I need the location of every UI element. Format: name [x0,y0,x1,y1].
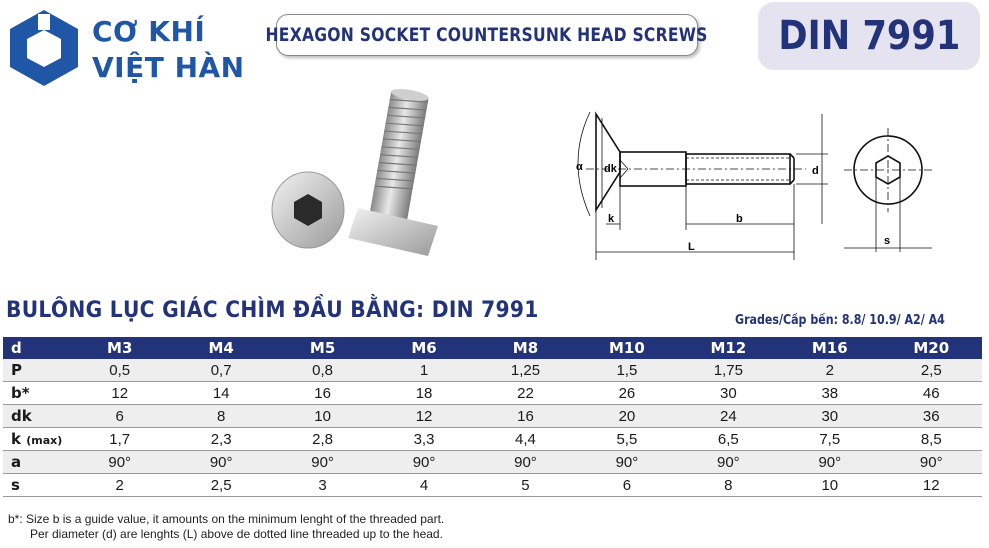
table-row [3,382,982,405]
header-size: M4 [170,337,271,359]
table-cell: 90° [576,451,677,474]
standard-label: DIN 7991 [777,13,960,59]
screw-photo [268,88,468,264]
table-row [3,451,982,474]
table-cell: 90° [69,451,170,474]
table-cell: 1,5 [576,359,677,382]
table-cell: 6 [576,474,677,497]
b-label: b [736,213,743,225]
header-size: M12 [678,337,779,359]
table-cell: 90° [170,451,271,474]
header-size: M3 [69,337,170,359]
footnote-line-1: b*: Size b is a guide value, it amounts on the minimum lenght of the threaded part. [8,512,445,526]
side-view-drawing [556,100,828,266]
header-size: M8 [475,337,576,359]
header-label: d [3,337,69,359]
table-cell: 14 [170,382,271,405]
L-label: L [688,241,695,253]
header-size: M16 [779,337,880,359]
table-cell: 36 [881,405,983,428]
product-title: HEXAGON SOCKET COUNTERSUNK HEAD SCREWS [265,24,709,46]
alpha-label: α [576,161,583,173]
table-cell: 1,25 [475,359,576,382]
table-cell: 6 [69,405,170,428]
table-cell: 90° [475,451,576,474]
table-cell: 1,75 [678,359,779,382]
brand-line-1: CƠ KHÍ [92,15,206,48]
table-cell: 90° [779,451,880,474]
table-cell: 2,5 [881,359,983,382]
table-cell: 7,5 [779,428,880,451]
table-cell: 3,3 [373,428,474,451]
table-cell: 90° [678,451,779,474]
table-row [3,474,982,497]
brand-name [92,14,245,86]
row-label: dk [3,405,69,428]
table-cell: 2 [69,474,170,497]
row-label: s [3,474,69,497]
table-cell: 10 [779,474,880,497]
row-label: k (max) [3,428,69,451]
dk-label: dk [604,163,617,175]
header-size: M20 [881,337,983,359]
table-cell: 6,5 [678,428,779,451]
table-cell: 2,8 [272,428,373,451]
footnote-line-2: Per diameter (d) are lenghts (L) above de dotted line threaded up to the head. [30,527,443,541]
table-cell: 4 [373,474,474,497]
table-cell: 24 [678,405,779,428]
header-size: M6 [373,337,474,359]
end-view-drawing [840,118,936,268]
brand-line-2: VIỆT HÀN [92,51,245,84]
table-cell: 0,5 [69,359,170,382]
standard-badge [758,2,980,70]
table-cell: 8 [678,474,779,497]
table-cell: 2 [779,359,880,382]
table-cell: 12 [373,405,474,428]
table-cell: 8 [170,405,271,428]
spec-table [3,337,982,497]
table-cell: 38 [779,382,880,405]
table-cell: 1 [373,359,474,382]
table-cell: 26 [576,382,677,405]
table-cell: 90° [881,451,983,474]
table-cell: 2,5 [170,474,271,497]
table-cell: 16 [272,382,373,405]
table-cell: 4,4 [475,428,576,451]
table-cell: 5 [475,474,576,497]
table-cell: 18 [373,382,474,405]
section-title: BULÔNG LỤC GIÁC CHÌM ĐẦU BẰNG: DIN 7991 [6,298,539,323]
table-cell: 8,5 [881,428,983,451]
row-label: a [3,451,69,474]
product-title-box [265,14,709,56]
table-cell: 0,8 [272,359,373,382]
table-cell: 30 [678,382,779,405]
header-size: M10 [576,337,677,359]
table-cell: 90° [272,451,373,474]
table-cell: 16 [475,405,576,428]
table-row [3,359,982,382]
table-cell: 20 [576,405,677,428]
header-size: M5 [272,337,373,359]
table-cell: 5,5 [576,428,677,451]
k-label: k [608,213,615,225]
table-row [3,405,982,428]
hexagon-logo-icon [8,8,80,88]
grades-label: Grades/Cấp bền: 8.8/ 10.9/ A2/ A4 [735,313,945,328]
row-label: P [3,359,69,382]
table-cell: 46 [881,382,983,405]
table-cell: 22 [475,382,576,405]
table-cell: 90° [373,451,474,474]
footnote [8,512,444,542]
row-label: b* [3,382,69,405]
table-cell: 12 [69,382,170,405]
s-label: s [884,235,891,247]
table-header-row [3,337,982,359]
table-cell: 1,7 [69,428,170,451]
table-cell: 10 [272,405,373,428]
table-cell: 12 [881,474,983,497]
table-row [3,428,982,451]
table-cell: 30 [779,405,880,428]
table-cell: 2,3 [170,428,271,451]
table-cell: 0,7 [170,359,271,382]
table-cell: 3 [272,474,373,497]
d-label: d [812,165,819,177]
